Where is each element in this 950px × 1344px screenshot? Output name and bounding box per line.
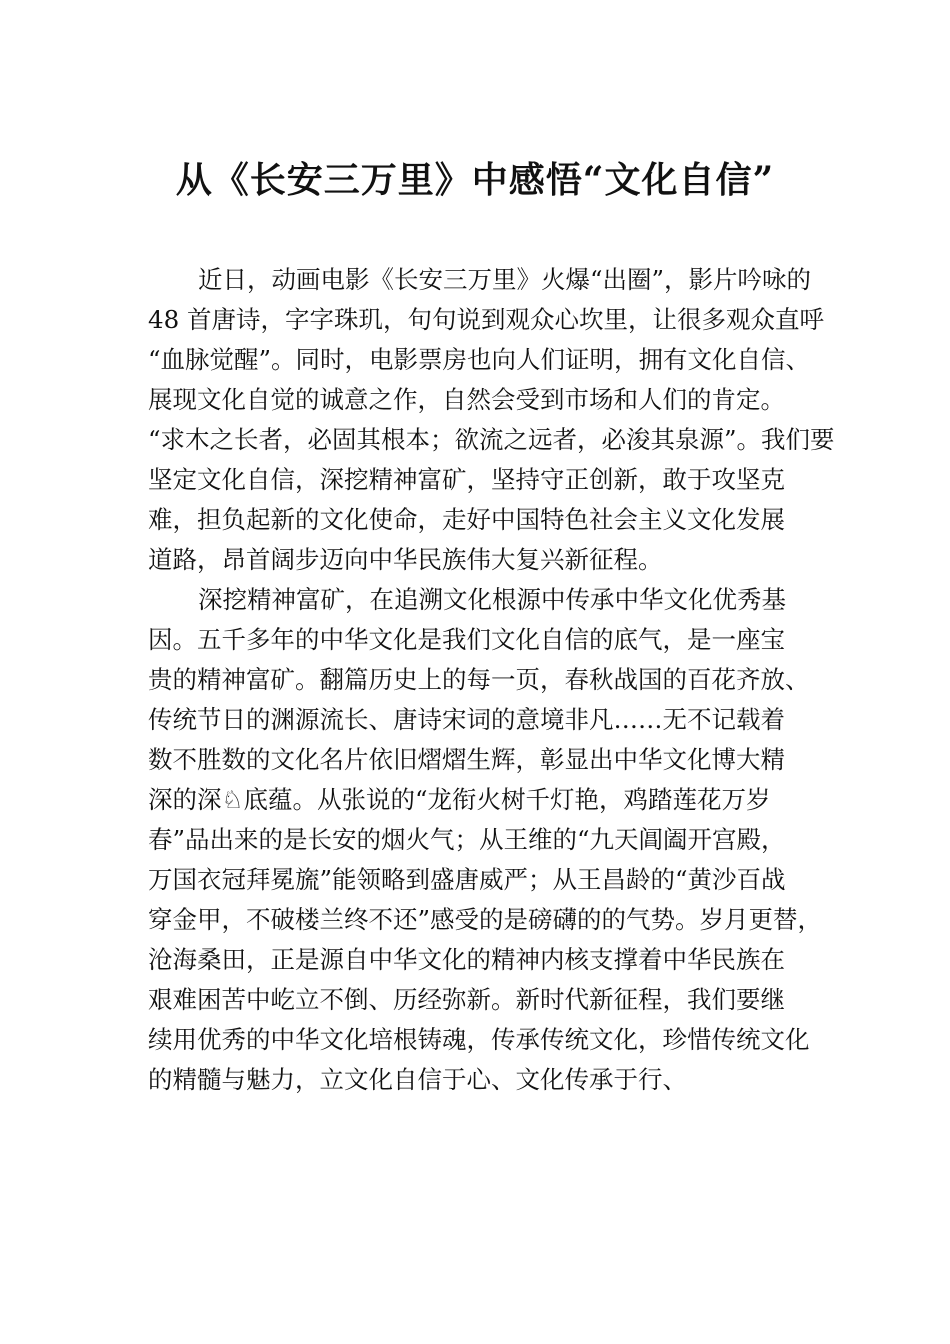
document-body — [148, 260, 835, 1100]
text-line: 深挖精神富矿，在追溯文化根源中传承中华文化优秀基 — [198, 585, 786, 614]
text-line: 的精髓与魅力，立文化自信于心、文化传承于行、 — [148, 1065, 687, 1094]
text-line: 传统节日的渊源流长、唐诗宋词的意境非凡……无不记载着 — [148, 705, 785, 734]
text-line: 展现文化自觉的诚意之作，自然会受到市场和人们的肯定。 — [148, 385, 785, 414]
text-line: “血脉觉醒”。同时，电影票房也向人们证明，拥有文化自信、 — [148, 345, 811, 374]
text-line: 穿金甲，不破楼兰终不还”感受的是磅礴的的气势。岁月更替， — [148, 905, 823, 934]
text-line: 道路，昂首阔步迈向中华民族伟大复兴新征程。 — [148, 545, 663, 574]
text-line: 艰难困苦中屹立不倒、历经弥新。新时代新征程，我们要继 — [148, 985, 785, 1014]
text-line: 续用优秀的中华文化培根铸魂，传承传统文化，珍惜传统文化 — [148, 1025, 810, 1054]
text-line: “求木之长者，必固其根本；欲流之远者，必浚其泉源”。我们要 — [148, 425, 835, 454]
text-line: 数不胜数的文化名片依旧熠熠生辉，彰显出中华文化博大精 — [148, 745, 785, 774]
paragraph-1 — [148, 260, 835, 580]
text-line: 近日，动画电影《长安三万里》火爆“出圈”，影片吟咏的 — [198, 265, 812, 294]
paragraph-2 — [148, 580, 828, 1100]
text-line: 坚定文化自信，深挖精神富矿，坚持守正创新，敢于攻坚克 — [148, 465, 785, 494]
text-line: 深的深♘底蕴。从张说的“龙衔火树千灯艳，鸡踏莲花万岁 — [148, 785, 771, 814]
text-line: 贵的精神富矿。翻篇历史上的每一页，春秋战国的百花齐放、 — [148, 665, 810, 694]
text-line: 万国衣冠拜冕旒”能领略到盛唐威严；从王昌龄的“黄沙百战 — [148, 865, 786, 894]
document-title: 从《长安三万里》中感悟“文化自信” — [175, 159, 775, 201]
text-line: 沧海桑田，正是源自中华文化的精神内核支撑着中华民族在 — [148, 945, 785, 974]
text-line: 48 首唐诗，字字珠玑，句句说到观众心坎里，让很多观众直呼 — [148, 305, 824, 334]
text-line: 难，担负起新的文化使命，走好中国特色社会主义文化发展 — [148, 505, 785, 534]
text-line: 春”品出来的是长安的烟火气；从王维的“九天阊阖开宫殿， — [148, 825, 786, 854]
text-line: 因。五千多年的中华文化是我们文化自信的底气，是一座宝 — [148, 625, 785, 654]
